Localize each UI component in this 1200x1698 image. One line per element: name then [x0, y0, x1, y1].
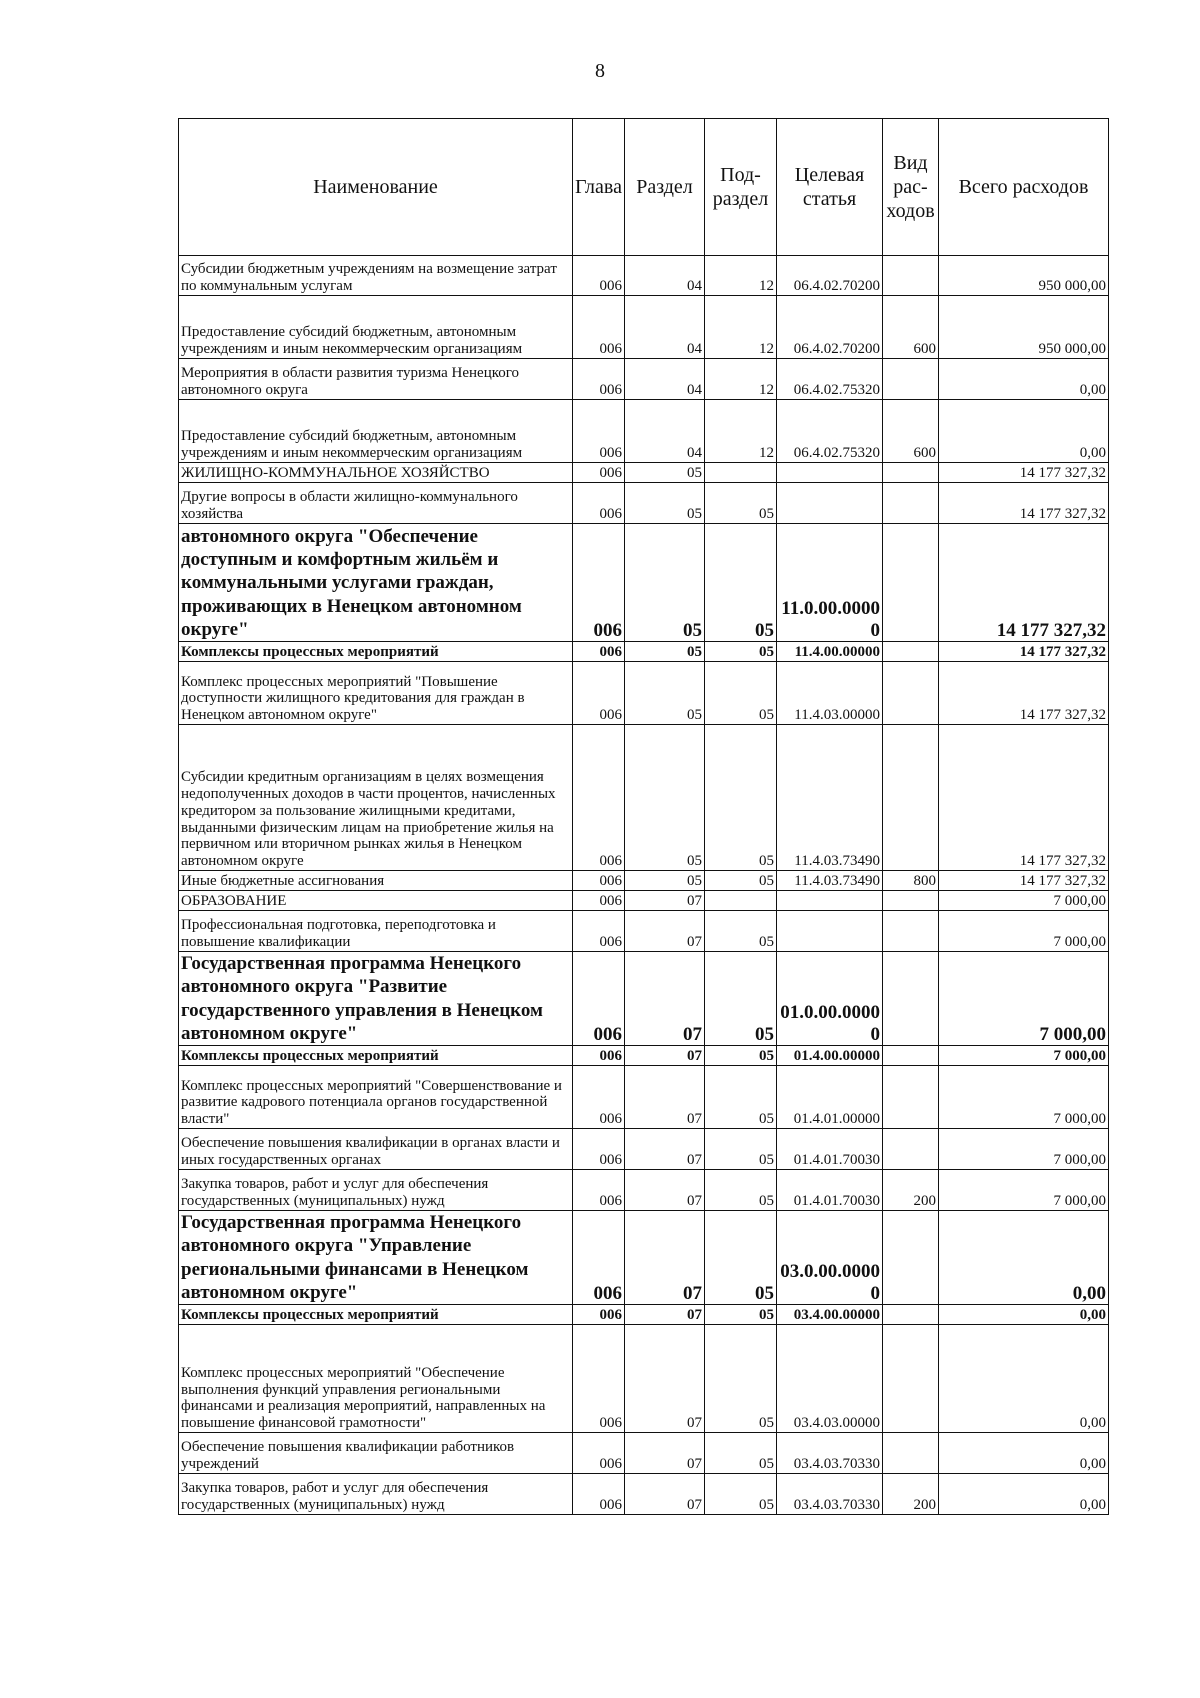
- row-glava: 006: [573, 1325, 625, 1433]
- row-glava: 006: [573, 1129, 625, 1170]
- row-razdel: 07: [625, 1066, 705, 1129]
- row-name: Другие вопросы в области жилищно-коммунального хозяйства: [179, 483, 573, 524]
- row-glava: 006: [573, 1046, 625, 1066]
- row-glava: 006: [573, 1433, 625, 1474]
- table-row: [179, 1129, 1109, 1170]
- table-header: [179, 119, 1109, 256]
- row-vid: 200: [883, 1474, 939, 1515]
- table-row: [179, 725, 1109, 871]
- row-vsego: 14 177 327,32: [939, 725, 1109, 871]
- header-name: Наименование: [179, 119, 573, 256]
- row-celevaya: 11.4.00.00000: [777, 642, 883, 662]
- row-razdel: 07: [625, 1325, 705, 1433]
- table-row: [179, 483, 1109, 524]
- row-name: Обеспечение повышения квалификации работников учреждений: [179, 1433, 573, 1474]
- row-vid: [883, 1066, 939, 1129]
- row-celevaya: 06.4.02.70200: [777, 256, 883, 296]
- row-podrazdel: 05: [705, 952, 777, 1046]
- row-celevaya: 03.4.03.70330: [777, 1433, 883, 1474]
- header-podrazdel: Под- раздел: [705, 119, 777, 256]
- header-glava: Глава: [573, 119, 625, 256]
- row-podrazdel: [705, 463, 777, 483]
- row-celevaya: [777, 891, 883, 911]
- row-name: Субсидии бюджетным учреждениям на возмещение затрат по коммунальным услугам: [179, 256, 573, 296]
- row-podrazdel: 05: [705, 1305, 777, 1325]
- row-vsego: 7 000,00: [939, 1066, 1109, 1129]
- row-razdel: 05: [625, 524, 705, 642]
- row-celevaya: 03.4.03.70330: [777, 1474, 883, 1515]
- row-podrazdel: 05: [705, 483, 777, 524]
- table-row: [179, 1305, 1109, 1325]
- table-row: [179, 1066, 1109, 1129]
- row-glava: 006: [573, 1305, 625, 1325]
- row-name: Комплекс процессных мероприятий "Повышение доступности жилищного кредитования для граждан в Ненецком автономном округе": [179, 662, 573, 725]
- row-vsego: 0,00: [939, 1433, 1109, 1474]
- row-vsego: 7 000,00: [939, 1129, 1109, 1170]
- row-podrazdel: 05: [705, 1433, 777, 1474]
- row-vid: [883, 256, 939, 296]
- row-vsego: 950 000,00: [939, 296, 1109, 359]
- row-name: ОБРАЗОВАНИЕ: [179, 891, 573, 911]
- row-glava: 006: [573, 463, 625, 483]
- page-number: 8: [595, 60, 605, 82]
- row-glava: 006: [573, 1170, 625, 1211]
- row-vsego: 14 177 327,32: [939, 871, 1109, 891]
- table-row: [179, 1211, 1109, 1305]
- row-name: Предоставление субсидий бюджетным, автономным учреждениям и иным некоммерческим организациям: [179, 296, 573, 359]
- row-vsego: 14 177 327,32: [939, 642, 1109, 662]
- table-row: [179, 871, 1109, 891]
- table-row: [179, 1474, 1109, 1515]
- row-podrazdel: 12: [705, 359, 777, 400]
- row-razdel: 05: [625, 642, 705, 662]
- table-row: [179, 911, 1109, 952]
- row-vsego: 7 000,00: [939, 1046, 1109, 1066]
- row-glava: 006: [573, 400, 625, 463]
- budget-table: [178, 118, 1109, 1515]
- row-celevaya: 01.4.00.00000: [777, 1046, 883, 1066]
- row-vid: [883, 359, 939, 400]
- table-row: [179, 1170, 1109, 1211]
- row-name: Обеспечение повышения квалификации в органах власти и иных государственных органах: [179, 1129, 573, 1170]
- row-vsego: 14 177 327,32: [939, 483, 1109, 524]
- row-vid: [883, 891, 939, 911]
- row-vid: [883, 524, 939, 642]
- row-glava: 006: [573, 725, 625, 871]
- row-celevaya: [777, 911, 883, 952]
- row-vsego: 7 000,00: [939, 952, 1109, 1046]
- row-podrazdel: 05: [705, 1211, 777, 1305]
- table-row: [179, 463, 1109, 483]
- row-celevaya: 11.4.03.73490: [777, 725, 883, 871]
- header-vsego: Всего расходов: [939, 119, 1109, 256]
- row-vsego: 0,00: [939, 400, 1109, 463]
- row-vsego: 14 177 327,32: [939, 662, 1109, 725]
- row-podrazdel: 05: [705, 524, 777, 642]
- row-glava: 006: [573, 642, 625, 662]
- row-celevaya: 03.4.00.00000: [777, 1305, 883, 1325]
- row-podrazdel: 05: [705, 1325, 777, 1433]
- row-vsego: 14 177 327,32: [939, 524, 1109, 642]
- row-vid: [883, 662, 939, 725]
- row-name: Субсидии кредитным организациям в целях возмещения недополученных доходов в части процентов, начисленных кредитором за пользование жилищными кредитами, выданными физическим лицам на приобретение жилья на первичном или вторичном рынках жилья в Ненецком автономном округе: [179, 725, 573, 871]
- row-glava: 006: [573, 1066, 625, 1129]
- row-celevaya: 01.4.01.70030: [777, 1170, 883, 1211]
- row-celevaya: 03.0.00.00000: [777, 1211, 883, 1305]
- row-glava: 006: [573, 359, 625, 400]
- row-vid: [883, 463, 939, 483]
- row-vid: [883, 1046, 939, 1066]
- row-name: ЖИЛИЩНО-КОММУНАЛЬНОЕ ХОЗЯЙСТВО: [179, 463, 573, 483]
- row-glava: 006: [573, 256, 625, 296]
- row-vid: 200: [883, 1170, 939, 1211]
- row-celevaya: 11.4.03.73490: [777, 871, 883, 891]
- row-name: Закупка товаров, работ и услуг для обеспечения государственных (муниципальных) нужд: [179, 1170, 573, 1211]
- row-vid: [883, 1433, 939, 1474]
- row-vid: [883, 1129, 939, 1170]
- row-glava: 006: [573, 1211, 625, 1305]
- row-razdel: 07: [625, 1474, 705, 1515]
- row-celevaya: 11.4.03.00000: [777, 662, 883, 725]
- table-row: [179, 891, 1109, 911]
- row-name: Закупка товаров, работ и услуг для обеспечения государственных (муниципальных) нужд: [179, 1474, 573, 1515]
- row-podrazdel: 05: [705, 871, 777, 891]
- row-celevaya: [777, 483, 883, 524]
- row-razdel: 05: [625, 463, 705, 483]
- row-glava: 006: [573, 524, 625, 642]
- row-vid: [883, 483, 939, 524]
- row-podrazdel: 05: [705, 1046, 777, 1066]
- row-podrazdel: 05: [705, 1474, 777, 1515]
- row-name: Комплекс процессных мероприятий "Совершенствование и развитие кадрового потенциала органов государственной власти": [179, 1066, 573, 1129]
- row-razdel: 07: [625, 911, 705, 952]
- row-razdel: 07: [625, 1433, 705, 1474]
- row-podrazdel: 05: [705, 642, 777, 662]
- row-vid: [883, 952, 939, 1046]
- row-glava: 006: [573, 952, 625, 1046]
- row-name: Комплексы процессных мероприятий: [179, 1046, 573, 1066]
- header-razdel: Раздел: [625, 119, 705, 256]
- row-vid: [883, 642, 939, 662]
- row-name: Профессиональная подготовка, переподготовка и повышение квалификации: [179, 911, 573, 952]
- table-row: [179, 359, 1109, 400]
- row-vsego: 950 000,00: [939, 256, 1109, 296]
- row-podrazdel: 05: [705, 662, 777, 725]
- row-vid: 600: [883, 400, 939, 463]
- table-row: [179, 952, 1109, 1046]
- row-vsego: 7 000,00: [939, 911, 1109, 952]
- row-razdel: 04: [625, 296, 705, 359]
- table-row: [179, 642, 1109, 662]
- row-vsego: 0,00: [939, 1305, 1109, 1325]
- row-podrazdel: 05: [705, 911, 777, 952]
- header-celevaya: Целевая статья: [777, 119, 883, 256]
- row-glava: 006: [573, 662, 625, 725]
- row-podrazdel: 12: [705, 296, 777, 359]
- row-vsego: 0,00: [939, 1474, 1109, 1515]
- row-celevaya: 01.4.01.70030: [777, 1129, 883, 1170]
- row-name: Комплекс процессных мероприятий "Обеспечение выполнения функций управления региональными финансами и реализация мероприятий, направленных на повышение финансовой грамотности": [179, 1325, 573, 1433]
- row-name: Иные бюджетные ассигнования: [179, 871, 573, 891]
- table-row: [179, 296, 1109, 359]
- row-podrazdel: [705, 891, 777, 911]
- row-celevaya: 01.0.00.00000: [777, 952, 883, 1046]
- row-razdel: 04: [625, 400, 705, 463]
- table-row: [179, 256, 1109, 296]
- row-podrazdel: 05: [705, 1170, 777, 1211]
- row-podrazdel: 05: [705, 1129, 777, 1170]
- row-glava: 006: [573, 891, 625, 911]
- row-vid: 800: [883, 871, 939, 891]
- table-row: [179, 524, 1109, 642]
- row-name: Комплексы процессных мероприятий: [179, 642, 573, 662]
- row-razdel: 07: [625, 1211, 705, 1305]
- row-vid: 600: [883, 296, 939, 359]
- row-glava: 006: [573, 483, 625, 524]
- header-vid: Вид рас- ходов: [883, 119, 939, 256]
- row-razdel: 07: [625, 1170, 705, 1211]
- table-row: [179, 400, 1109, 463]
- row-podrazdel: 12: [705, 256, 777, 296]
- row-celevaya: 03.4.03.00000: [777, 1325, 883, 1433]
- row-razdel: 04: [625, 256, 705, 296]
- row-razdel: 04: [625, 359, 705, 400]
- row-vsego: 0,00: [939, 359, 1109, 400]
- row-vid: [883, 1305, 939, 1325]
- row-name: Государственная программа Ненецкого автономного округа "Управление региональными финансами в Ненецком автономном округе": [179, 1211, 573, 1305]
- row-vid: [883, 1325, 939, 1433]
- row-razdel: 07: [625, 1129, 705, 1170]
- row-vid: [883, 725, 939, 871]
- row-razdel: 05: [625, 725, 705, 871]
- row-glava: 006: [573, 1474, 625, 1515]
- row-vsego: 7 000,00: [939, 1170, 1109, 1211]
- row-celevaya: [777, 463, 883, 483]
- row-razdel: 07: [625, 952, 705, 1046]
- table-row: [179, 1046, 1109, 1066]
- row-celevaya: 01.4.01.00000: [777, 1066, 883, 1129]
- row-podrazdel: 05: [705, 725, 777, 871]
- table-row: [179, 662, 1109, 725]
- row-name: Государственная программа Ненецкого автономного округа "Развитие государственного управления в Ненецком автономном округе": [179, 952, 573, 1046]
- row-vsego: 0,00: [939, 1325, 1109, 1433]
- row-glava: 006: [573, 871, 625, 891]
- row-razdel: 05: [625, 662, 705, 725]
- row-glava: 006: [573, 296, 625, 359]
- row-razdel: 05: [625, 483, 705, 524]
- table-row: [179, 1433, 1109, 1474]
- row-celevaya: 11.0.00.00000: [777, 524, 883, 642]
- row-podrazdel: 05: [705, 1066, 777, 1129]
- row-name: Предоставление субсидий бюджетным, автономным учреждениям и иным некоммерческим организациям: [179, 400, 573, 463]
- table-row: [179, 1325, 1109, 1433]
- row-celevaya: 06.4.02.70200: [777, 296, 883, 359]
- row-name: Комплексы процессных мероприятий: [179, 1305, 573, 1325]
- row-glava: 006: [573, 911, 625, 952]
- row-vid: [883, 1211, 939, 1305]
- row-razdel: 07: [625, 1305, 705, 1325]
- row-razdel: 05: [625, 871, 705, 891]
- row-razdel: 07: [625, 1046, 705, 1066]
- row-razdel: 07: [625, 891, 705, 911]
- row-podrazdel: 12: [705, 400, 777, 463]
- row-celevaya: 06.4.02.75320: [777, 359, 883, 400]
- row-celevaya: 06.4.02.75320: [777, 400, 883, 463]
- row-name: автономного округа "Обеспечение доступным и комфортным жильём и коммунальными услугами граждан, проживающих в Ненецком автономном округе": [179, 524, 573, 642]
- row-vid: [883, 911, 939, 952]
- row-vsego: 14 177 327,32: [939, 463, 1109, 483]
- row-vsego: 0,00: [939, 1211, 1109, 1305]
- row-vsego: 7 000,00: [939, 891, 1109, 911]
- row-name: Мероприятия в области развития туризма Ненецкого автономного округа: [179, 359, 573, 400]
